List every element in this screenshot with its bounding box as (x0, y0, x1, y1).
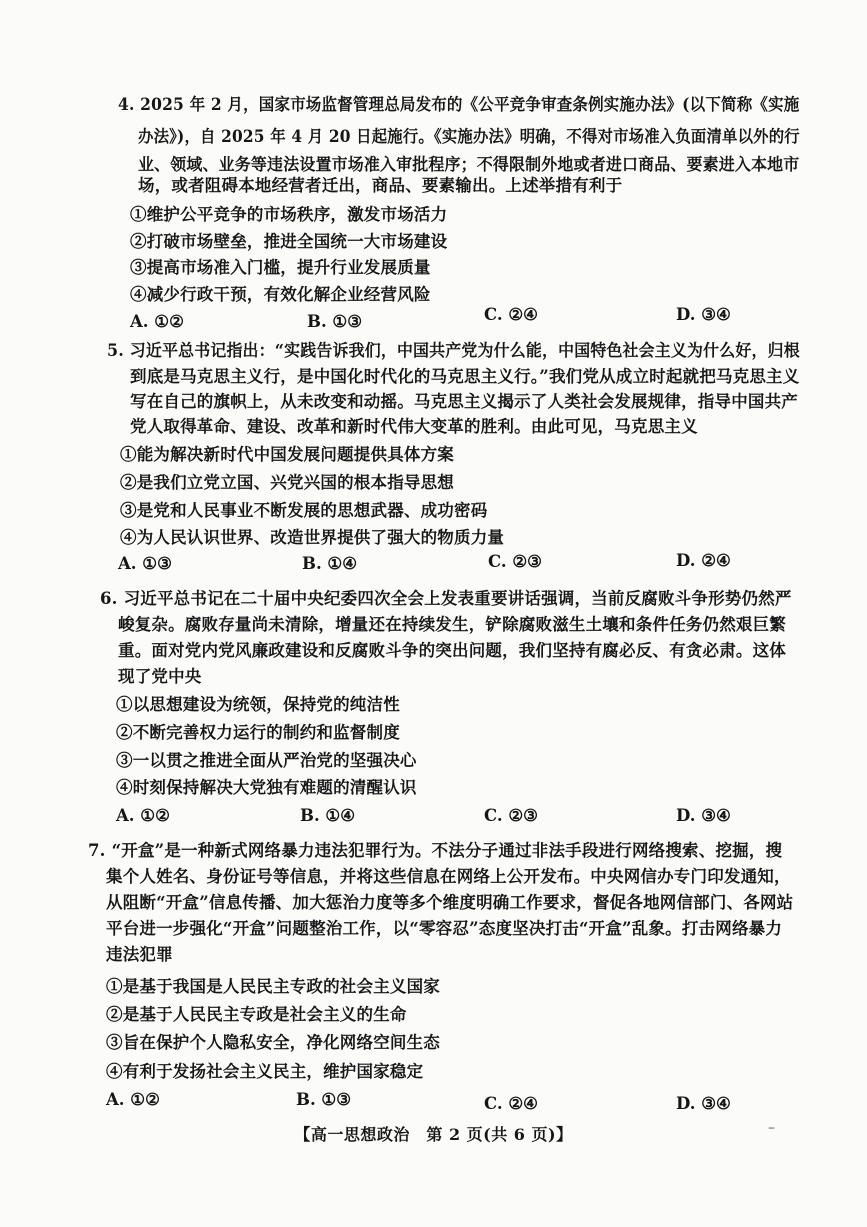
q7-choice-4: ④有利于发扬社会主义民主，维护国家稳定 (106, 1062, 424, 1081)
q4-option-a[interactable]: A. ①② (130, 312, 184, 331)
q7-stem-line-2: 集个人姓名、身份证号等信息，并将这些信息在网络上公开发布。中央网信办专门印发通知， (106, 867, 791, 886)
q6-option-d[interactable]: D. ③④ (676, 806, 731, 825)
q5-stem-line-4: 党人取得革命、建设、改革和新时代伟大变革的胜利。由此可见，马克思主义 (130, 417, 698, 436)
q4-stem-line-4: 场，或者阻碍本地经营者迁出，商品、要素输出。上述举措有利于 (138, 176, 623, 195)
q4-option-d[interactable]: D. ③④ (676, 305, 731, 324)
q4-stem-line-1: 4. 2025 年 2 月，国家市场监督管理总局发布的《公平竞争审查条例实施办法》(以下简称《实施 (118, 95, 800, 114)
q5-choice-1: ①能为解决新时代中国发展问题提供具体方案 (120, 445, 454, 464)
q4-choice-2: ②打破市场壁垒，推进全国统一大市场建设 (130, 232, 448, 251)
q4-stem-line-3: 业、领域、业务等违法设置市场准入审批程序；不得限制外地或者进口商品、要素进入本地市 (138, 155, 800, 174)
q7-stem-line-3: 从阻断“开盒”信息传播、加大惩治力度等多个维度明确工作要求，督促各地网信部门、各网站 (106, 893, 794, 912)
q6-stem-line-4: 现了党中央 (118, 667, 202, 686)
q5-option-a[interactable]: A. ①③ (118, 554, 172, 573)
q6-choice-1: ①以思想建设为统领，保持党的纯洁性 (116, 695, 400, 714)
q6-option-a[interactable]: A. ①② (116, 806, 170, 825)
q5-choice-3: ③是党和人民事业不断发展的思想武器、成功密码 (120, 501, 488, 520)
q7-choice-3: ③旨在保护个人隐私安全，净化网络空间生态 (106, 1033, 440, 1052)
q5-stem-line-3: 写在自己的旗帜上，从未改变和动摇。马克思主义揭示了人类社会发展规律，指导中国共产 (130, 392, 798, 411)
q5-stem-line-2: 到底是马克思主义行，是中国化时代化的马克思主义行。”我们党从成立时起就把马克思主义 (130, 367, 800, 386)
q5-stem-line-1: 5. 习近平总书记指出：“实践告诉我们，中国共产党为什么能，中国特色社会主义为什么好，归根 (107, 341, 800, 360)
q4-choice-1: ①维护公平竞争的市场秩序，激发市场活力 (130, 205, 448, 224)
q5-option-d[interactable]: D. ②④ (676, 551, 731, 570)
q4-option-b[interactable]: B. ①③ (307, 312, 363, 331)
corner-mark: – (768, 1120, 775, 1136)
q7-choice-2: ②是基于人民民主专政是社会主义的生命 (106, 1005, 407, 1024)
q7-stem-line-5: 违法犯罪 (106, 945, 173, 964)
q7-stem-line-1: 7. “开盒”是一种新式网络暴力违法犯罪行为。不法分子通过非法手段进行网络搜索、挖掘，搜 (88, 841, 783, 860)
q6-option-c[interactable]: C. ②③ (484, 806, 538, 825)
q4-choice-4: ④减少行政干预，有效化解企业经营风险 (130, 285, 431, 304)
q5-choice-2: ②是我们立党立国、兴党兴国的根本指导思想 (120, 473, 454, 492)
page-footer: 【高一思想政治 第 2 页(共 6 页)】 (294, 1125, 573, 1144)
q4-option-c[interactable]: C. ②④ (484, 305, 538, 324)
q6-choice-4: ④时刻保持解决大党独有难题的清醒认识 (116, 778, 417, 797)
q5-choice-4: ④为人民认识世界、改造世界提供了强大的物质力量 (120, 528, 505, 547)
q7-option-a[interactable]: A. ①② (106, 1090, 160, 1109)
q4-stem-line-2: 办法》)，自 2025 年 4 月 20 日起施行。《实施办法》明确，不得对市场准入负面清单以外的行 (138, 127, 800, 146)
q4-choice-3: ③提高市场准入门槛，提升行业发展质量 (130, 258, 431, 277)
q6-stem-line-2: 峻复杂。腐败存量尚未清除，增量还在持续发生，铲除腐败滋生土壤和条件任务仍然艰巨繁 (118, 615, 786, 634)
q6-choice-2: ②不断完善权力运行的制约和监督制度 (116, 723, 400, 742)
q7-option-c[interactable]: C. ②④ (484, 1094, 538, 1113)
q6-stem-line-3: 重。面对党内党风廉政建设和反腐败斗争的突出问题，我们坚持有腐必反、有贪必肃。这体 (118, 641, 786, 660)
q5-option-b[interactable]: B. ①④ (302, 554, 358, 573)
q7-option-d[interactable]: D. ③④ (676, 1094, 731, 1113)
q7-option-b[interactable]: B. ①③ (296, 1090, 352, 1109)
q5-option-c[interactable]: C. ②③ (488, 552, 542, 571)
q7-choice-1: ①是基于我国是人民民主专政的社会主义国家 (106, 977, 440, 996)
q6-option-b[interactable]: B. ①④ (300, 806, 356, 825)
q6-choice-3: ③一以贯之推进全面从严治党的坚强决心 (116, 751, 417, 770)
q6-stem-line-1: 6. 习近平总书记在二十届中央纪委四次全会上发表重要讲话强调，当前反腐败斗争形势仍然严 (100, 589, 792, 608)
q7-stem-line-4: 平台进一步强化“开盒”问题整治工作，以“零容忍”态度坚决打击“开盒”乱象。打击网络暴力 (106, 919, 783, 938)
